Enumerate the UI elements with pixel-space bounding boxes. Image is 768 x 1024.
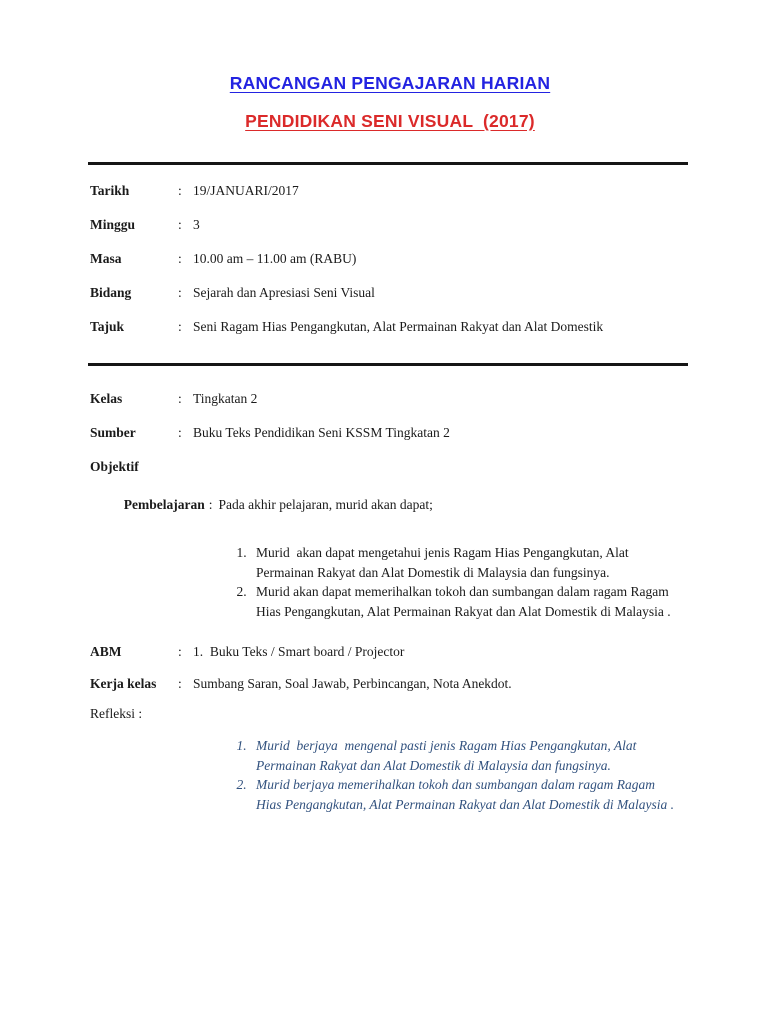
objective-label-line1: Objektif	[90, 459, 139, 474]
colon-separator: :	[178, 644, 182, 659]
field-label: Kerja kelas	[90, 676, 157, 691]
info-section	[90, 182, 690, 335]
field-value: Buku Teks Pendidikan Seni KSSM Tingkatan 2	[193, 425, 450, 440]
field-row-tajuk	[90, 318, 690, 335]
objective-item: 1. Murid akan dapat mengetahui jenis Ragam Hias Pengangkutan, Alat Permainan Rakyat dan Alat Domestik di Malaysia dan fungsinya.	[250, 543, 680, 582]
field-label: Sumber	[90, 425, 136, 440]
colon-separator: :	[178, 676, 182, 691]
field-value: Seni Ragam Hias Pengangkutan, Alat Permainan Rakyat dan Alat Domestik	[193, 319, 604, 334]
colon-separator: :	[178, 251, 182, 266]
field-label: Minggu	[90, 217, 136, 232]
refleksi-list	[228, 736, 680, 814]
field-value: 1. Buku Teks / Smart board / Projector	[193, 644, 405, 659]
field-label: Bidang	[90, 285, 132, 300]
document-title: RANCANGAN PENGAJARAN HARIAN	[229, 73, 551, 93]
field-value: 10.00 am – 11.00 am (RABU)	[193, 251, 357, 266]
colon-separator: :	[178, 425, 182, 440]
detail-section	[90, 390, 690, 814]
objective-label-line2-row	[90, 479, 690, 530]
field-value: 19/JANUARI/2017	[193, 183, 299, 198]
objective-item: 2. Murid akan dapat memerihalkan tokoh dan sumbangan dalam ragam Ragam Hias Pengangkutan, Alat Permainan Rakyat dan Alat Domestik di Malaysia .	[250, 582, 680, 621]
objective-section	[90, 458, 690, 621]
field-row-kelas	[90, 390, 690, 407]
colon-separator: :	[208, 497, 213, 512]
refleksi-item: 2. Murid berjaya memerihalkan tokoh dan sumbangan dalam ragam Ragam Hias Pengangkutan, Alat Permainan Rakyat dan Alat Domestik di Malaysia .	[250, 775, 680, 814]
refleksi-item: 1. Murid berjaya mengenal pasti jenis Ragam Hias Pengangkutan, Alat Permainan Rakyat dan Alat Domestik di Malaysia dan fungsinya.	[250, 736, 680, 775]
objective-list	[228, 543, 680, 621]
document-subtitle: PENDIDIKAN SENI VISUAL (2017)	[245, 111, 535, 131]
colon-separator: :	[178, 217, 182, 232]
field-value: Sumbang Saran, Soal Jawab, Perbincangan, Nota Anekdot.	[193, 676, 512, 691]
field-row-minggu	[90, 216, 690, 233]
field-label: Kelas	[90, 391, 123, 406]
field-label: ABM	[90, 644, 122, 659]
field-row-tarikh	[90, 182, 690, 199]
objective-label-line2: Pembelajaran	[123, 497, 205, 512]
field-value: Tingkatan 2	[193, 391, 258, 406]
colon-separator: :	[178, 391, 182, 406]
field-row-masa	[90, 250, 690, 267]
field-row-sumber	[90, 424, 690, 441]
horizontal-rule-top	[88, 162, 688, 165]
horizontal-rule-middle	[88, 363, 688, 366]
field-row-bidang	[90, 284, 690, 301]
field-value: 3	[193, 217, 200, 232]
colon-separator: :	[178, 285, 182, 300]
field-value: Sejarah dan Apresiasi Seni Visual	[193, 285, 375, 300]
colon-separator: :	[178, 183, 182, 198]
refleksi-label: Refleksi :	[90, 706, 143, 721]
field-row-kerja-kelas	[90, 675, 690, 692]
field-row-abm	[90, 643, 690, 660]
colon-separator: :	[178, 319, 182, 334]
field-label: Masa	[90, 251, 122, 266]
objective-intro: Pada akhir pelajaran, murid akan dapat;	[218, 497, 433, 512]
field-label: Tajuk	[90, 319, 125, 334]
field-label: Tarikh	[90, 183, 130, 198]
document-header	[90, 72, 690, 132]
